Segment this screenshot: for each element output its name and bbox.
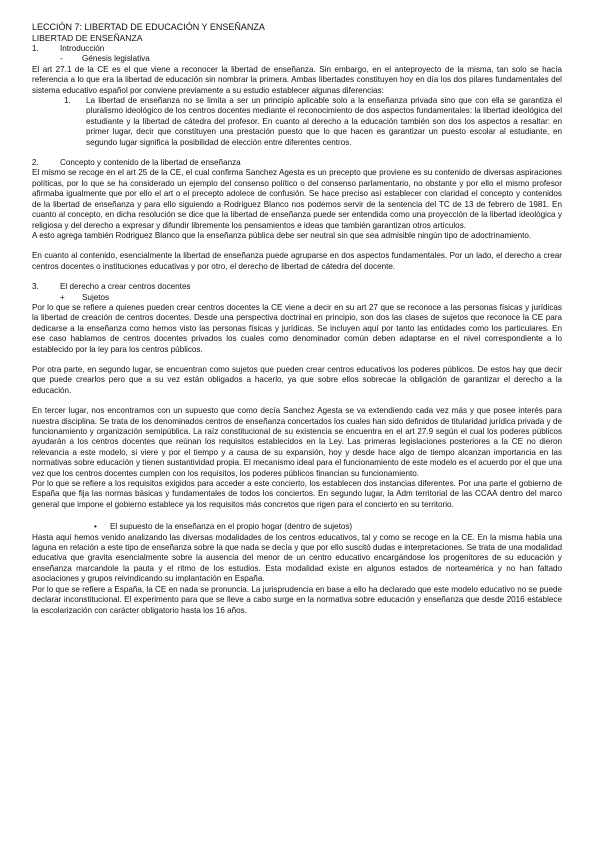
numbered-item — [32, 96, 562, 148]
paragraph: A esto agrega también Rodriguez Blanco que la enseñanza pública debe ser neutral sin que sea admisible ningún tipo de adoctrinamiento. — [32, 230, 532, 240]
bullet-heading — [32, 522, 562, 532]
subsection-heading — [32, 54, 562, 64]
section-number: 2. — [32, 158, 39, 168]
paragraph: Por lo que se refiere a quienes pueden crear centros docentes la CE viene a decir en su art 27 que se reconoce a las personas físicas y jurídicas la libertad de creación de centros docentes. Desde una perspectiva doctrinal en principio, son dos las clases de sujetos que reconoce la CE para dedicarse a la enseñanza como hemos visto las personas físicas y jurídicas. Se incluyen aquí por tanto las entidades como los particulares. En ese caso hablamos de centros docentes privados los cuales como denominador común deben adaptarse en el nivel correspondiente a lo establecido por la ley para los centros públicos. — [32, 302, 562, 354]
lesson-title: LECCIÓN 7: LIBERTAD DE EDUCACIÓN Y ENSEÑANZA — [32, 22, 265, 32]
paragraph: El art 27.1 de la CE es el que viene a reconocer la libertad de enseñanza. Sin embargo, en el anteproyecto de la misma, tan solo se hacía referencia a lo que era la libertad de educación sin nombrar la primera. Ambas libertades constituyen hoy en día los dos pilares fundamentales del sistema educativo español por conviene previamente a su estudio establecer algunas diferencias: — [32, 64, 562, 95]
section-heading: LIBERTAD DE ENSEÑANZA — [32, 32, 143, 43]
section-title: Introducción — [60, 44, 105, 53]
section-title: El derecho a crear centros docentes — [60, 282, 191, 292]
section-3-heading — [32, 282, 562, 292]
bullet-title: El supuesto de la enseñanza en el propio hogar (dentro de sujetos) — [110, 522, 353, 532]
paragraph: En cuanto al contenido, esencialmente la libertad de enseñanza puede agruparse en dos aspectos fundamentales. Por un lado, el derecho a crear centros docentes o instituciones educativas y por otro, el derecho de libertad de cátedra del docente. — [32, 251, 562, 271]
dash-marker: - — [60, 54, 63, 64]
subsection-title: Génesis legislativa — [82, 54, 150, 64]
section-1-heading — [32, 44, 562, 54]
bullet-marker: • — [94, 522, 97, 532]
section-title: Concepto y contenido de la libertad de enseñanza — [60, 158, 241, 168]
section-2-heading — [32, 158, 562, 168]
paragraph: Por otra parte, en segundo lugar, se encuentran como sujetos que pueden crear centros educativos los poderes públicos. De estos hay que decir que puede crearlos pero que a su vez están obligados a hacerlo, ya que sobre ellos sobrecae la obligación de garantizar el derecho a la educación. — [32, 364, 562, 395]
paragraph: Por lo que se refiere a los requisitos exigidos para acceder a este concierto, los establecen dos instancias diferentes. Por una parte el gobierno de España que fija las normas básicas y fundamentales de todos los conciertos. En segundo lugar, la Adm territorial de las CCAA dentro del marco general que impone el gobierno establece ya los requisitos más concretos que rigen para el concierto en su territorio. — [32, 479, 562, 509]
item-text: La libertad de enseñanza no se limita a ser un principio aplicable solo a la enseñanza privada sino que con ella se garantiza el pluralismo ideológico de los centros docentes mediante el reconocimiento de dos aspectos fundamentales: la libertad ideológica del estudiante y la libertad de cátedra del profesor. En cuanto al derecho a la educación también son dos los aspectos a resaltar: en primer lugar, decir que constituyen una prestación puesto que lo que hacen es garantizar un puesto escolar al estudiante, en segundo lugar significa la posibilidad de elección entre diferentes centros. — [86, 96, 562, 147]
item-number: 1. — [64, 96, 71, 106]
paragraph: Hasta aquí hemos venido analizando las diversas modalidades de los centros educativos, tal y como se recoge en la CE. En la misma había una laguna en relación a este tipo de enseñanza sobre la que nada se decía y que por ello suscitó dudas e interpretaciones. Se trata de una modalidad educativa que gravita esencialmente sobre la ausencia del menor de un centro educativo encargándose los progenitores de su educación y enseñanza marcandole la pauta y el ritmo de los estudios. Esta modalidad existe en algunos estados de norteamérica y no han faltado asociaciones y grupos reivindicando su implantación en España. — [32, 532, 562, 584]
subsection-heading — [32, 293, 562, 303]
paragraph: El mismo se recoge en el art 25 de la CE, el cual confirma Sanchez Agesta es un precepto que proviene es su contenido de diversas aspiraciones políticas, por lo que se ha considerado un ejemplo del consenso político o del consenso parlamentario, no obstante y por ello el mismo profesor afirmaba igualmente que por ello el art o el precepto adolece de confusión. Se hace preciso así establecer con claridad el concepto y contenidos de la libertad de enseñanza y para ello siguiendo a Rodriguez Blanco nos podemos servir de la sentencia del TC de 13 de febrero de 1981. En cuanto al concepto, en dicha resolución se dice que la libertad de enseñanza puede ser entendida como una proyección de la libertad ideológica y religiosa y del derecho a expresar y difundir libremente los pensamientos e ideas que también garantizan otros artículos. — [32, 168, 562, 230]
section-number: 3. — [32, 282, 39, 292]
subsection-title: Sujetos — [82, 292, 110, 302]
plus-marker: + — [60, 292, 65, 302]
paragraph: Por lo que se refiere a España, la CE en nada se pronuncia. La jurisprudencia en base a ello ha declarado que este modelo educativo no se puede declarar inconstitucional. El experimento para que se lleve a cabo surge en la normativa sobre educación y enseñanza que desde 2016 establece la escolarización con carácter obligatorio hasta los 16 años. — [32, 584, 562, 615]
section-number: 1. — [32, 44, 39, 53]
paragraph: En tercer lugar, nos encontramos con un supuesto que como decía Sanchez Agesta se va extendiendo cada vez más y que posee interés para nuestra disciplina. Se trata de los denominados centros de enseñanza concertados los cuales han sido definidos de titularidad jurídica privada y de funcionamiento y organización semipública. La raíz constitucional de su existencia se encuentra en el art 27.9 según el cual los poderes públicos ayudarán a los centros docentes que reúnan los requisitos establecidos en la Ley. Las primeras legislaciones posteriores a la CE no dieron relevancia a este modelo, si viere y por el tiempo y a causa de su expansión, hoy y desde hace algo de tiempo alcanzan importancia en las normativas sobre educación y tienen sustantividad propia. El mecanismo ideal para el funcionamiento de este modelo es el acuerdo por el que una vez que los centros docentes cumplen con los requisitos, los poderes públicos financian su funcionamiento. — [32, 406, 562, 478]
